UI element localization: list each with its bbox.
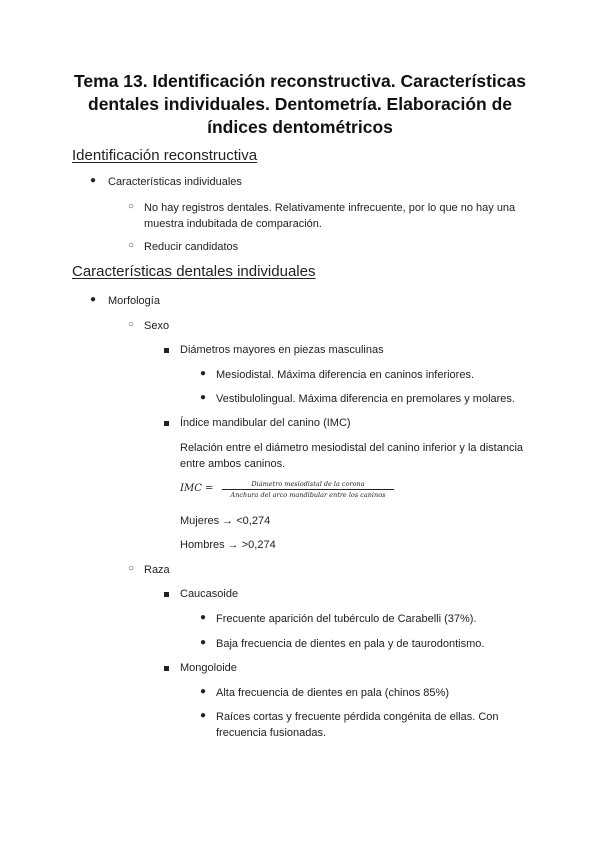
- bullet-circle: ○: [128, 563, 135, 574]
- document-title: Tema 13. Identificación reconstructiva. Características dentales individuales. Dentometría. Elaboración de índices dentométricos: [74, 71, 526, 137]
- bullet-disc: ●: [200, 392, 207, 403]
- bullet-disc: ●: [90, 294, 97, 305]
- list-item: Raíces cortas y frecuente pérdida congénita de ellas. Con frecuencia fusionadas.: [216, 711, 499, 739]
- value-mujeres: Mujeres → <0,274: [180, 515, 271, 527]
- list-item: Reducir candidatos: [144, 241, 239, 253]
- bullet-circle: ○: [128, 319, 135, 330]
- bullet-disc: ●: [200, 612, 207, 623]
- formula-fraction: [222, 480, 394, 499]
- list-item: Diámetros mayores en piezas masculinas: [180, 344, 384, 356]
- fraction-bar: [222, 489, 394, 490]
- list-item: Mesiodistal. Máxima diferencia en caninos inferiores.: [216, 369, 475, 381]
- bullet-disc: ●: [200, 368, 207, 379]
- bullet-disc: ●: [90, 175, 97, 186]
- formula-lhs: IMC =: [180, 483, 214, 494]
- list-item: Índice mandibular del canino (IMC): [180, 417, 351, 429]
- list-item: Frecuente aparición del tubérculo de Carabelli (37%).: [216, 613, 477, 625]
- list-item: Características individuales: [108, 176, 242, 188]
- bullet-disc: ●: [200, 710, 207, 721]
- list-item: No hay registros dentales. Relativamente infrecuente, por lo que no hay una muestra indubitada de comparación.: [144, 202, 516, 230]
- list-item: Vestibulolingual. Máxima diferencia en premolares y molares.: [216, 393, 515, 405]
- bullet-square: [164, 348, 169, 353]
- bullet-circle: ○: [128, 240, 135, 251]
- section-heading-identificacion: Identificación reconstructiva: [72, 147, 258, 164]
- formula-numerator: Diámetro mesiodistal de la corona: [251, 480, 365, 488]
- bullet-disc: ●: [200, 637, 207, 648]
- formula-denominator: Anchura del arco mandibular entre los caninos: [230, 491, 386, 499]
- list-item: Alta frecuencia de dientes en pala (chinos 85%): [216, 687, 449, 699]
- list-item: Morfología: [108, 295, 160, 307]
- list-item: Raza: [144, 564, 170, 576]
- section-heading-caracteristicas: Características dentales individuales: [72, 263, 316, 280]
- bullet-square: [164, 592, 169, 597]
- bullet-square: [164, 421, 169, 426]
- bullet-circle: ○: [128, 201, 135, 212]
- list-item: Baja frecuencia de dientes en pala y de taurodontismo.: [216, 638, 485, 650]
- list-item: Caucasoide: [180, 588, 239, 600]
- bullet-square: [164, 666, 169, 671]
- paragraph-relacion: Relación entre el diámetro mesiodistal del canino inferior y la distancia entre ambos caninos.: [180, 442, 524, 470]
- bullet-disc: ●: [200, 686, 207, 697]
- list-item: Mongoloide: [180, 662, 237, 674]
- value-hombres: Hombres → >0,274: [180, 539, 276, 551]
- list-item: Sexo: [144, 320, 170, 332]
